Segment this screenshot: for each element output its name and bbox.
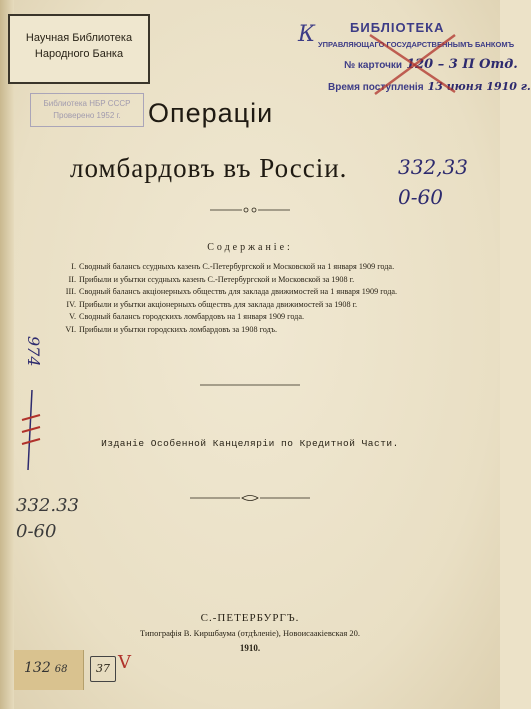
card-number-label: № карточки — [344, 60, 403, 71]
contents-item-number: III. — [65, 287, 76, 297]
handwritten-k: К — [298, 22, 316, 47]
faded-stamp-line2: Проверено 1952 г. — [53, 111, 121, 120]
contents-item-text: Прибыли и убытки городскихъ ломбардовъ за 1908 годъ. — [79, 324, 278, 334]
publisher-line: Изданіе Особенной Канцеляріи по Кредитной Части. — [101, 438, 399, 449]
binding-edge — [0, 0, 14, 709]
contents-list — [60, 262, 400, 338]
boxed-number: 37 — [90, 656, 116, 682]
contents-item-text: Прибыли и убытки акціонерныхъ обществъ для заклада движимостей за 1908 г. — [79, 299, 358, 309]
contents-item-text: Сводный балансъ ссудныхъ казенъ С.-Петербургской и Московской на 1 января 1909 года. — [79, 262, 395, 271]
handwritten-side-marks — [18, 320, 44, 480]
bank-stamp-subtitle: УПРАВЛЯЮЩАГО ГОСУДАРСТВЕННЫМЪ БАНКОМЪ — [318, 40, 515, 49]
received-date-handwritten: 13 июня 1910 г. — [427, 80, 531, 93]
imprint-city: С.-ПЕТЕРБУРГЪ. — [200, 612, 300, 624]
shelf-mark-top — [398, 152, 468, 212]
rule-divider — [200, 382, 300, 392]
faded-stamp-line1: Библиотека НБР СССР — [43, 99, 131, 108]
shelf-mark-top-line1: 332,33 — [398, 155, 468, 179]
red-check-mark: V — [118, 652, 131, 673]
library-stamp-line1: Научная Библиотека — [25, 32, 133, 44]
imprint-printer: Типографія В. Киршбаума (отдѣленіе), Новоисаакіевская 20. — [140, 628, 360, 638]
contents-item — [60, 262, 400, 273]
contents-item — [60, 275, 400, 286]
contents-item-text: Сводный балансъ городскихъ ломбардовъ на 1 января 1909 года. — [79, 312, 305, 322]
shelf-mark-side — [16, 493, 79, 545]
ornament-divider-2 — [190, 493, 310, 503]
contents-item-number: II. — [68, 274, 76, 284]
library-stamp-line2: Народного Банка — [34, 48, 124, 60]
card-number-handwritten: 120 – 3 П Отд. — [406, 57, 518, 72]
contents-item-number: IV. — [66, 299, 76, 309]
imprint-year: 1910. — [239, 643, 261, 653]
contents-item — [60, 300, 400, 311]
faded-stamp — [30, 93, 144, 127]
shelf-tab-number: 132 — [24, 660, 51, 676]
contents-item — [60, 325, 400, 336]
contents-item-number: VI. — [65, 324, 76, 334]
shelf-mark-side-line2: 0-60 — [16, 521, 57, 542]
contents-item-number: V. — [69, 312, 76, 322]
shelf-tab — [14, 650, 84, 690]
contents-item — [60, 287, 400, 298]
bank-stamp-title: БИБЛІОТЕКА — [350, 20, 445, 35]
contents-item-number: I. — [71, 262, 76, 271]
title-line1: Операціи — [148, 98, 274, 128]
contents-item-text: Прибыли и убытки ссудныхъ казенъ С.-Петербургской и Московской за 1908 г. — [79, 274, 355, 284]
contents-heading: Содержаніе: — [207, 242, 293, 253]
contents-item — [60, 312, 400, 323]
contents-item-text: Сводный балансъ акціонерныхъ обществъ для заклада движимостей на 1 января 1909 года. — [79, 287, 398, 297]
shelf-mark-side-line1: 332.33 — [16, 495, 79, 516]
title-line2: ломбардовъ въ Россіи. — [70, 153, 348, 183]
ornament-divider-1 — [210, 205, 290, 215]
shelf-mark-top-line2: 0-60 — [398, 185, 443, 209]
red-cross-mark — [360, 30, 470, 100]
received-label: Время поступленія — [328, 82, 424, 93]
svg-text:974: 974 — [24, 336, 43, 367]
library-stamp — [8, 14, 150, 84]
shelf-tab-small: 68 — [54, 664, 68, 675]
